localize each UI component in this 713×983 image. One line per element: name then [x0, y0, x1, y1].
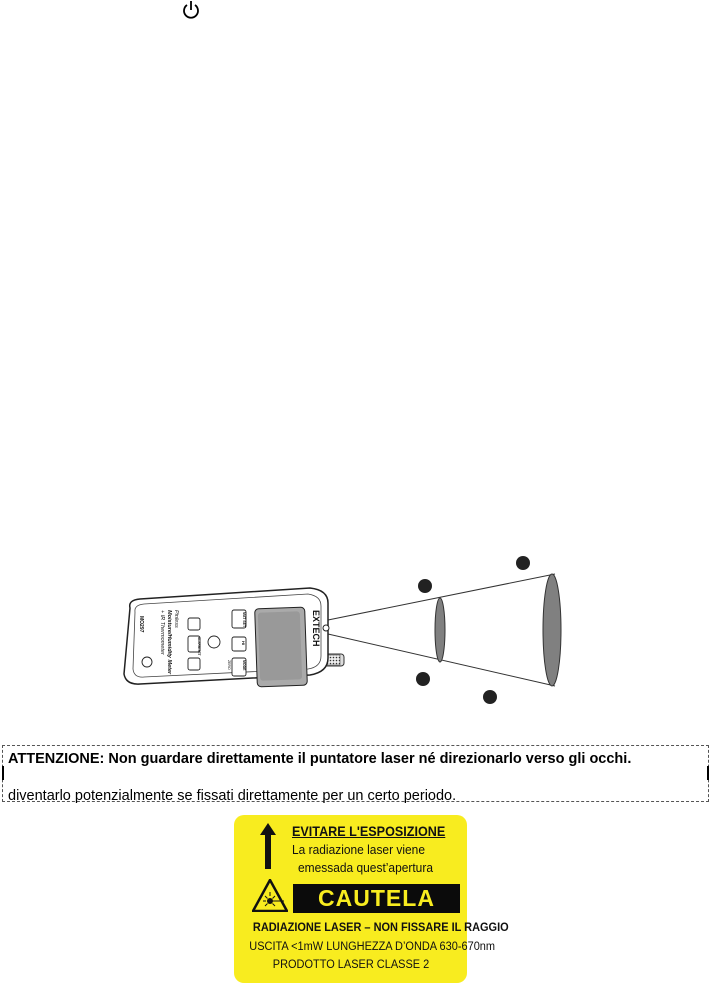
caution-text: CAUTELA — [318, 885, 435, 911]
callout-dot-1 — [418, 579, 432, 593]
edge-mark-right — [707, 766, 709, 780]
caution-banner — [293, 884, 460, 913]
laser-hazard-icon — [252, 879, 288, 912]
callout-dot-4 — [483, 690, 497, 704]
warning-text: ATTENZIONE: Non guardare direttamente il puntatore laser né direzionarlo verso gli occhi. — [8, 751, 632, 767]
meter-illustration — [110, 548, 590, 718]
warning-box — [2, 745, 709, 802]
label-radiation: RADIAZIONE LASER – NON FISSARE IL RAGGIO — [252, 920, 509, 934]
device-model: MO297 — [138, 616, 144, 633]
meter-device — [124, 588, 344, 687]
device-title-2: Moisture/Humidity Meter — [166, 610, 172, 675]
arrow-up-icon — [259, 823, 277, 871]
device-btn-mat-set: MAT SET — [242, 612, 246, 628]
device-title-3: + IR Thermometer — [159, 610, 165, 655]
device-btn-zero: ZERO — [227, 660, 231, 670]
label-title: EVITARE L'ESPOSIZIONE — [292, 823, 446, 839]
label-line-2: emessada quest’apertura — [298, 860, 433, 875]
beam-spot-far — [543, 574, 561, 686]
device-btn-mode: MODE — [242, 660, 246, 671]
beam-spot-near — [435, 598, 445, 662]
edge-mark-left — [2, 766, 4, 780]
warning-text-continued: diventarlo potenzialmente se fissati direttamente per un certo periodo. — [8, 788, 457, 804]
label-line-1: La radiazione laser viene — [292, 842, 425, 857]
device-btn-hi: HI — [241, 641, 246, 645]
callout-dot-3 — [416, 672, 430, 686]
device-btn-alarm-set: ALARM SET — [197, 637, 201, 656]
device-title-1: Pinless — [173, 610, 179, 628]
callout-dot-2 — [516, 556, 530, 570]
laser-caution-label — [234, 815, 509, 983]
device-brand: EXTECH — [311, 610, 321, 647]
label-output: USCITA <1mW LUNGHEZZA D’ONDA 630-670nm — [249, 939, 496, 953]
label-product-class: PRODOTTO LASER CLASSE 2 — [272, 957, 430, 971]
power-icon — [180, 0, 202, 20]
